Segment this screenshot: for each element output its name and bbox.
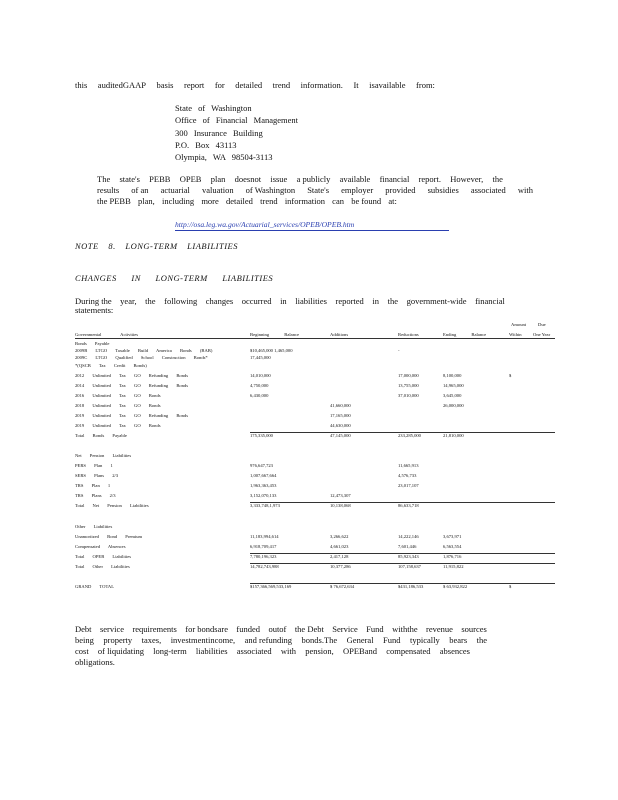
row-value: 1,963,363,453: [250, 483, 277, 488]
word: available: [339, 174, 371, 184]
row-value: -: [398, 348, 400, 353]
total-rule: [250, 502, 555, 503]
total-rule: [250, 563, 555, 564]
word: plan,: [138, 196, 155, 206]
row-value: 1,876,716: [443, 554, 462, 559]
row-value: 37,010,000: [398, 393, 419, 398]
word: revenue: [426, 624, 453, 634]
table-row: [75, 493, 555, 499]
word: sources: [461, 624, 487, 634]
row-value: 11,665,913: [398, 463, 419, 468]
word: and refunding: [244, 635, 293, 645]
note-heading: NOTE 8. LONG-TERM LIABILITIES: [75, 241, 239, 251]
row-label: 2019 Unlimited Tax GO Bonds: [75, 423, 161, 428]
word: pension,: [305, 646, 334, 656]
row-value: 44,630,000: [330, 423, 351, 428]
row-value: $157,366,569,533,169: [250, 584, 292, 589]
para3-line: [75, 624, 487, 635]
header-additions: Additions: [330, 332, 349, 337]
row-value: 6,563,554: [443, 544, 462, 549]
table-row: [75, 341, 555, 347]
word: can: [332, 196, 344, 206]
row-value: 3,333,748,1,973: [250, 503, 280, 508]
word: During the: [75, 296, 112, 306]
row-value: 14,782,743,988: [250, 564, 279, 569]
word: following: [164, 296, 198, 306]
word: the: [145, 296, 156, 306]
row-label: Total OPEB Liabilities: [75, 554, 132, 559]
row-value: 10,138,068: [330, 503, 351, 508]
intro-word: this: [75, 80, 88, 90]
word: investmentincome,: [170, 635, 236, 645]
row-value: 107,158,637: [398, 564, 421, 569]
word: occurred: [241, 296, 272, 306]
word: Fund: [366, 624, 384, 634]
table-row: [75, 413, 555, 419]
address-line: P.O. Box 43113: [175, 139, 237, 150]
intro-word: It: [353, 80, 359, 90]
header-reductions: Reductions: [398, 332, 419, 337]
table-row: [75, 444, 555, 450]
row-value: 41,660,000: [330, 403, 351, 408]
row-value: 7,780,196,323: [250, 554, 277, 559]
word: compensated: [386, 646, 431, 656]
word: the PEBB: [97, 196, 131, 206]
row-value: 86,633,718: [398, 503, 419, 508]
row-label: SERS Plans 2/3: [75, 473, 119, 478]
row-value: 7,601,446: [398, 544, 417, 549]
table-row: [75, 554, 555, 560]
word: absences: [439, 646, 470, 656]
para3-line: obligations.: [75, 657, 115, 667]
row-value: 11,915,822: [443, 564, 464, 569]
word: plan: [210, 174, 226, 184]
table-row: [75, 383, 555, 389]
total-rule: [250, 583, 555, 584]
address-line: Olympia, WA 98504-3113: [175, 152, 273, 163]
row-label: Net Pension Liabilities: [75, 453, 132, 458]
table-row: [75, 584, 555, 590]
header-ending: Ending Balance: [443, 332, 487, 337]
word: Service: [332, 624, 358, 634]
row-value: 2,417,128: [330, 554, 349, 559]
para3-line: [75, 635, 487, 646]
row-value: 26,000,000: [443, 403, 464, 408]
word: OPEBand: [342, 646, 377, 656]
intro-word: detailed: [235, 80, 263, 90]
row-label: Compensated Absences: [75, 544, 126, 549]
row-value: 1,007,667,664: [250, 473, 277, 478]
row-value: 47,145,000: [330, 433, 351, 438]
address-block: [175, 102, 298, 163]
word: valuation: [201, 185, 234, 195]
row-value: 4,576,733: [398, 473, 417, 478]
word: the: [492, 174, 503, 184]
word: typically: [409, 635, 440, 645]
table-row: [75, 453, 555, 459]
word: government-wide: [406, 296, 467, 306]
long-term-liabilities-table: [75, 318, 555, 618]
word: for bondsare: [185, 624, 228, 634]
table-row: [75, 463, 555, 469]
row-value: $10,465,000 1,465,000: [250, 348, 293, 353]
row-value: 4,661,023: [330, 544, 349, 549]
total-rule: [250, 432, 555, 433]
word: employer: [341, 185, 374, 195]
word: PEBB: [149, 174, 171, 184]
row-label: *(QSCB Tax Credit Bonds): [75, 363, 147, 368]
word: long-term: [153, 646, 187, 656]
word: information: [284, 196, 325, 206]
intro-word: for: [214, 80, 225, 90]
intro-word: trend: [272, 80, 291, 90]
table-row: [75, 423, 555, 429]
row-value: 3,673,971: [443, 534, 462, 539]
word: Fund: [383, 635, 401, 645]
table-row: [75, 355, 555, 361]
row-label: PERS Plan 1: [75, 463, 113, 468]
row-value: 10,377,286: [330, 564, 351, 569]
word: including: [161, 196, 195, 206]
word: detailed: [226, 196, 253, 206]
word: withthe: [392, 624, 418, 634]
row-label: Other Liabilities: [75, 524, 113, 529]
row-value: 14,222,146: [398, 534, 419, 539]
word: service: [99, 624, 125, 634]
row-value: 3,645,000: [443, 393, 462, 398]
para1-line: [97, 185, 533, 196]
para2-line: [75, 296, 505, 307]
word: trend: [260, 196, 278, 206]
table-row: [75, 514, 555, 520]
row-label: 2016 Unlimited Tax GO Bonds: [75, 393, 161, 398]
word: liabilities: [195, 646, 228, 656]
row-label: GRAND TOTAL: [75, 584, 115, 589]
table-row: [75, 503, 555, 509]
word: State's: [307, 185, 330, 195]
row-label: Total Net Pension Liabilities: [75, 503, 149, 508]
header-due: Due: [538, 322, 546, 327]
row-label: 2018 Unlimited Tax GO Bonds: [75, 403, 161, 408]
row-label: Total Bonds Payable: [75, 433, 127, 438]
word: the: [387, 296, 398, 306]
word: year,: [120, 296, 137, 306]
address-line: State of Washington: [175, 103, 252, 113]
word: bears: [449, 635, 468, 645]
row-value: 4,750,000: [250, 383, 269, 388]
header-rule: [75, 338, 555, 339]
total-rule: [250, 553, 555, 554]
row-value: 3,266,622: [330, 534, 349, 539]
word: a publicly: [296, 174, 331, 184]
intro-word: report: [184, 80, 205, 90]
table-row: [75, 575, 555, 581]
changes-heading: CHANGES IN LONG-TERM LIABILITIES: [75, 273, 274, 283]
word: OPEB: [179, 174, 202, 184]
word: subsidies: [427, 185, 459, 195]
table-row: [75, 564, 555, 570]
intro-word: auditedGAAP: [97, 80, 146, 90]
word: with: [280, 646, 296, 656]
opeb-report-link[interactable]: http://osa.leg.wa.gov/Actuarial_services/OPEB/OPEB.htm: [175, 219, 449, 231]
row-value: 8,100,000: [443, 373, 462, 378]
row-value: 21,810,000: [443, 433, 464, 438]
table-row: [75, 433, 555, 439]
para1-line: [97, 196, 397, 207]
word: cost: [75, 646, 89, 656]
para1-line: [97, 174, 503, 185]
table-row: [75, 534, 555, 540]
row-label: 2009C LTGO Qualified School Construction Bonds*: [75, 355, 208, 360]
row-value: 13,755,000: [398, 383, 419, 388]
word: in: [372, 296, 380, 306]
word: property: [103, 635, 133, 645]
row-value: 233,285,000: [398, 433, 421, 438]
row-value: 14,010,000: [250, 373, 271, 378]
address-line: Office of Financial Management: [175, 115, 299, 126]
para2-line: statements:: [75, 305, 114, 315]
row-value: 175,335,000: [250, 433, 273, 438]
word: in: [280, 296, 287, 306]
intro-word: isavailable: [369, 80, 406, 90]
word: outof: [268, 624, 287, 634]
word: be found: [351, 196, 382, 206]
word: requirements: [132, 624, 177, 634]
word: financial: [475, 296, 505, 306]
row-label: 2019 Unlimited Tax GO Refunding Bonds: [75, 413, 189, 418]
row-label: Total Other Liabilities: [75, 564, 130, 569]
table-row: [75, 524, 555, 530]
word: report.: [418, 174, 441, 184]
row-value: 976,647,723: [250, 463, 273, 468]
table-row: [75, 544, 555, 550]
word: taxes,: [141, 635, 162, 645]
word: funded: [236, 624, 261, 634]
row-label: Bonds Payable: [75, 341, 110, 346]
table-row: [75, 348, 555, 354]
header-beginning: Beginning Balance: [250, 332, 300, 337]
header-governmental: Governmental Activities: [75, 332, 139, 337]
row-value: 12,473,307: [330, 493, 351, 498]
row-value: 85,923,343: [398, 554, 419, 559]
word: financial: [379, 174, 410, 184]
word: the Debt: [294, 624, 324, 634]
row-label: Unamortized Bond Premium: [75, 534, 143, 539]
intro-line: [75, 80, 435, 91]
word: with: [517, 185, 533, 195]
row-value: $ 76,672,634: [330, 584, 355, 589]
word: provided: [385, 185, 416, 195]
word: doesnot: [234, 174, 262, 184]
row-value: 6,430,000: [250, 393, 269, 398]
word: state's: [119, 174, 140, 184]
word: of liquidating: [97, 646, 144, 656]
word: Debt: [75, 624, 92, 634]
row-value: $: [509, 584, 512, 589]
word: issue: [270, 174, 288, 184]
address-line: 300 Insurance Building: [175, 127, 263, 138]
table-row: [75, 363, 555, 369]
row-label: TRS Plan 1: [75, 483, 111, 488]
table-row: [75, 393, 555, 399]
word: bonds.The: [301, 635, 338, 645]
header-amount: Amount: [511, 322, 527, 327]
row-label: 2009B LTGO Taxable Build America Bonds (BAB): [75, 348, 213, 353]
table-row: [75, 403, 555, 409]
row-value: $: [509, 373, 512, 378]
intro-word: basis: [156, 80, 174, 90]
word: at:: [388, 196, 397, 206]
intro-word: from:: [416, 80, 435, 90]
row-value: 17,165,000: [330, 413, 351, 418]
word: the: [476, 635, 487, 645]
row-value: $ 63,932,822: [443, 584, 468, 589]
header-within: Within: [509, 332, 522, 337]
intro-word: information.: [300, 80, 343, 90]
row-value: 11,183,994,614: [250, 534, 279, 539]
word: associated: [236, 646, 272, 656]
header-one-year: One Year: [533, 332, 551, 337]
word: of an: [131, 185, 149, 195]
word: associated: [470, 185, 506, 195]
row-value: 23,017,107: [398, 483, 419, 488]
word: more: [201, 196, 219, 206]
table-row: [75, 473, 555, 479]
word: changes: [205, 296, 234, 306]
row-value: $431,186,533: [398, 584, 424, 589]
row-label: 2014 Unlimited Tax GO Refunding Bonds: [75, 383, 189, 388]
row-value: 3,152,070,133: [250, 493, 277, 498]
word: of Washington: [245, 185, 296, 195]
word: being: [75, 635, 94, 645]
row-value: 17,445,000: [250, 355, 271, 360]
table-row: [75, 373, 555, 379]
row-label: TRS Plans 2/3: [75, 493, 116, 498]
row-value: 17,000,000: [398, 373, 419, 378]
word: liabilities: [295, 296, 327, 306]
row-label: 2012 Unlimited Tax GO Refunding Bonds: [75, 373, 189, 378]
word: actuarial: [160, 185, 190, 195]
row-value: 14,965,000: [443, 383, 464, 388]
word: The: [97, 174, 111, 184]
row-value: 6,918,709,417: [250, 544, 277, 549]
table-row: [75, 483, 555, 489]
word: General: [346, 635, 374, 645]
para3-line: [75, 646, 470, 657]
word: reported: [335, 296, 364, 306]
word: However,: [450, 174, 484, 184]
word: results: [97, 185, 120, 195]
